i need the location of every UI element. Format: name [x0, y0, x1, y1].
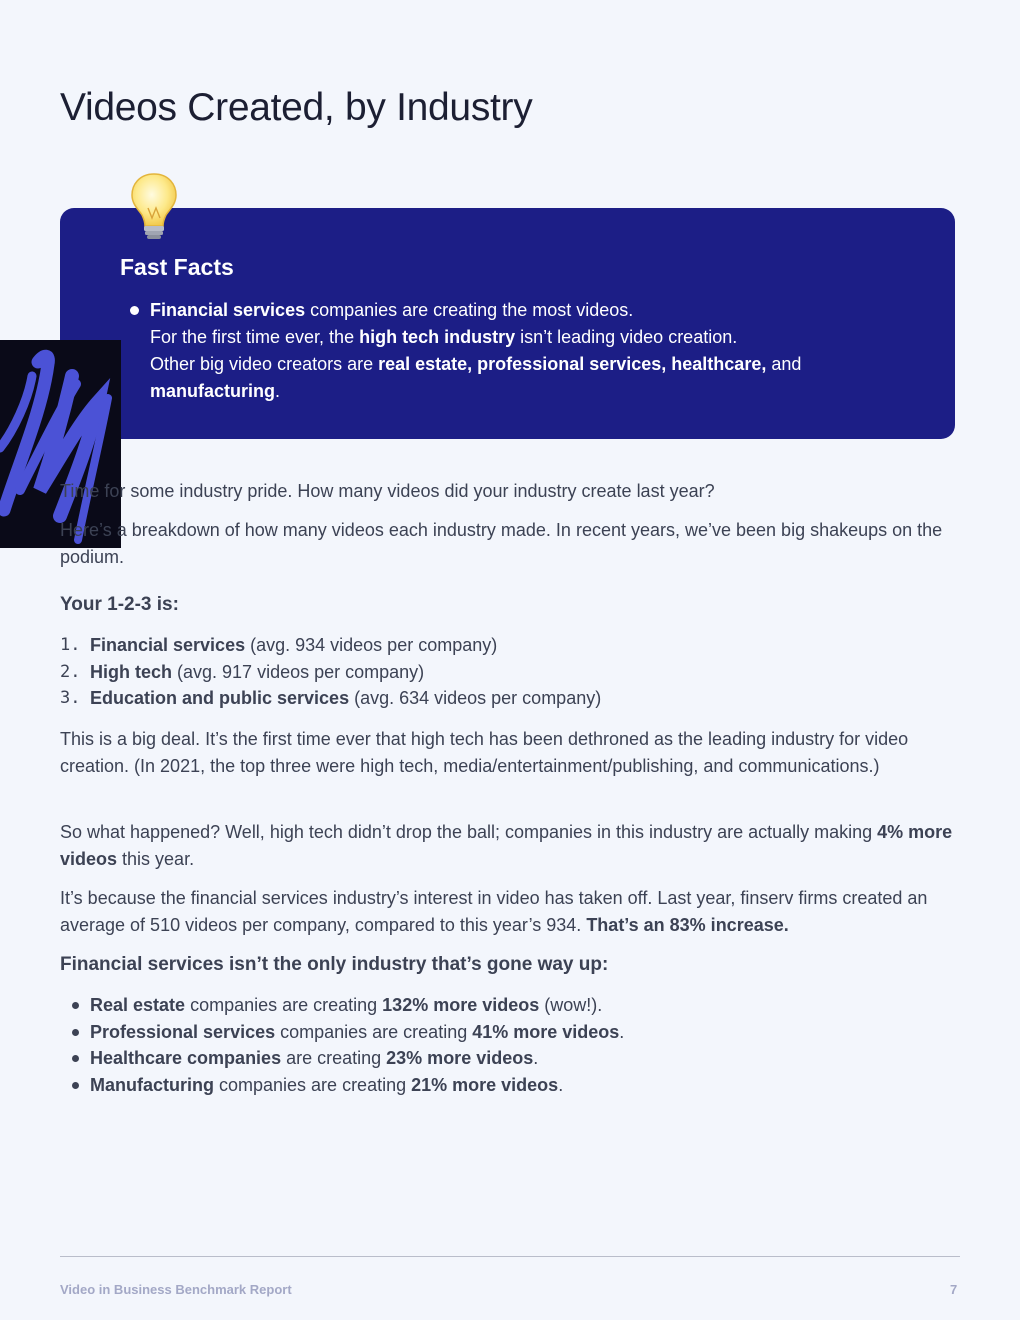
lightbulb-icon — [124, 168, 184, 244]
fact-text-span: isn’t leading video creation. — [515, 327, 738, 347]
list-item — [60, 992, 965, 1019]
text-span: It’s because the financial services industry’s interest in video has taken off. Last year, finserv firms created an average of 510 videos per company, compared to this year’s 934. — [60, 888, 928, 935]
page-number: 7 — [950, 1282, 958, 1297]
list-text: are creating — [281, 1048, 387, 1069]
list-text: companies are creating — [185, 995, 383, 1015]
page-title: Videos Created, by Industry — [60, 86, 533, 129]
fact-text-span: . — [275, 381, 281, 401]
list-bold: 41% more videos — [472, 1021, 620, 1042]
intro-paragraph-1: Time for some industry pride. How many videos did your industry create last year? — [60, 481, 715, 501]
list-bold: 21% more videos — [411, 1075, 559, 1096]
list-number: 2. — [60, 661, 81, 682]
fact-bold: real estate, professional services, healthcare, — [378, 354, 767, 374]
fast-facts-heading: Fast Facts — [120, 254, 234, 280]
bullet-icon — [72, 1082, 79, 1089]
list-bold: Manufacturing — [90, 1075, 214, 1096]
list-bold: Professional services — [90, 1021, 276, 1042]
fact-bold: Financial services — [150, 300, 306, 320]
growth-list — [60, 992, 965, 1099]
body-paragraph-3: This is a big deal. It’s the first time ever that high tech has been dethroned as the leading industry for video creation. (In 2021, the top three were high tech, media/entertainment/publishing, and communications.) — [60, 729, 909, 776]
fast-facts-text — [150, 297, 940, 405]
list-item — [60, 685, 965, 712]
list-bold: Healthcare companies — [90, 1048, 282, 1069]
list-number: 3. — [60, 688, 81, 709]
list-item — [60, 659, 965, 686]
body-paragraph-5 — [60, 885, 965, 939]
text-span: this year. — [117, 849, 195, 869]
bullet-icon — [72, 1029, 79, 1036]
intro-paragraph-2: Here’s a breakdown of how many videos each industry made. In recent years, we’ve been big shakeups on the podium. — [60, 520, 943, 567]
list-item — [60, 1019, 965, 1046]
bullet-icon — [72, 1055, 79, 1062]
bold-span: That’s an 83% increase. — [586, 915, 789, 935]
fact-text-span: companies are creating the most videos. — [305, 300, 634, 320]
list-text: (avg. 917 videos per company) — [172, 661, 425, 682]
list-item — [60, 1045, 965, 1072]
list-text: (wow!). — [539, 995, 603, 1015]
bullet-icon — [130, 306, 139, 315]
list-text: companies are creating — [275, 1021, 473, 1042]
footer-report-name: Video in Business Benchmark Report — [60, 1282, 292, 1297]
list-item — [60, 632, 965, 659]
list-item — [60, 1072, 965, 1099]
list-bold: 132% more videos — [382, 995, 540, 1015]
list-bold: Financial services — [90, 635, 246, 655]
top3-list — [60, 632, 965, 712]
list-bold: Real estate — [90, 995, 186, 1015]
list-bold: 23% more videos — [386, 1048, 534, 1069]
list-bold: High tech — [90, 661, 173, 682]
list-number: 1. — [60, 635, 81, 655]
text-span: So what happened? Well, high tech didn’t drop the ball; companies in this industry are actually making — [60, 822, 878, 842]
fact-bold: high tech industry — [359, 327, 516, 347]
growth-heading: Financial services isn’t the only industry that’s gone way up: — [60, 954, 609, 975]
fact-text-span: For the first time ever, the — [150, 327, 360, 347]
bullet-icon — [72, 1002, 79, 1009]
list-text: . — [533, 1048, 539, 1069]
footer-divider — [60, 1256, 960, 1257]
top3-heading: Your 1-2-3 is: — [60, 594, 179, 615]
list-text: . — [558, 1075, 564, 1096]
body-paragraph-4 — [60, 819, 965, 873]
bold-span: 4% more videos — [60, 822, 953, 869]
list-bold: Education and public services — [90, 688, 350, 709]
fact-bold: manufacturing — [150, 381, 276, 401]
list-text: . — [619, 1021, 625, 1042]
list-text: (avg. 934 videos per company) — [245, 635, 498, 655]
fact-text-span: Other big video creators are — [150, 354, 379, 374]
list-text: (avg. 634 videos per company) — [349, 688, 602, 709]
fact-text-span: and — [766, 354, 802, 374]
list-text: companies are creating — [214, 1075, 412, 1096]
